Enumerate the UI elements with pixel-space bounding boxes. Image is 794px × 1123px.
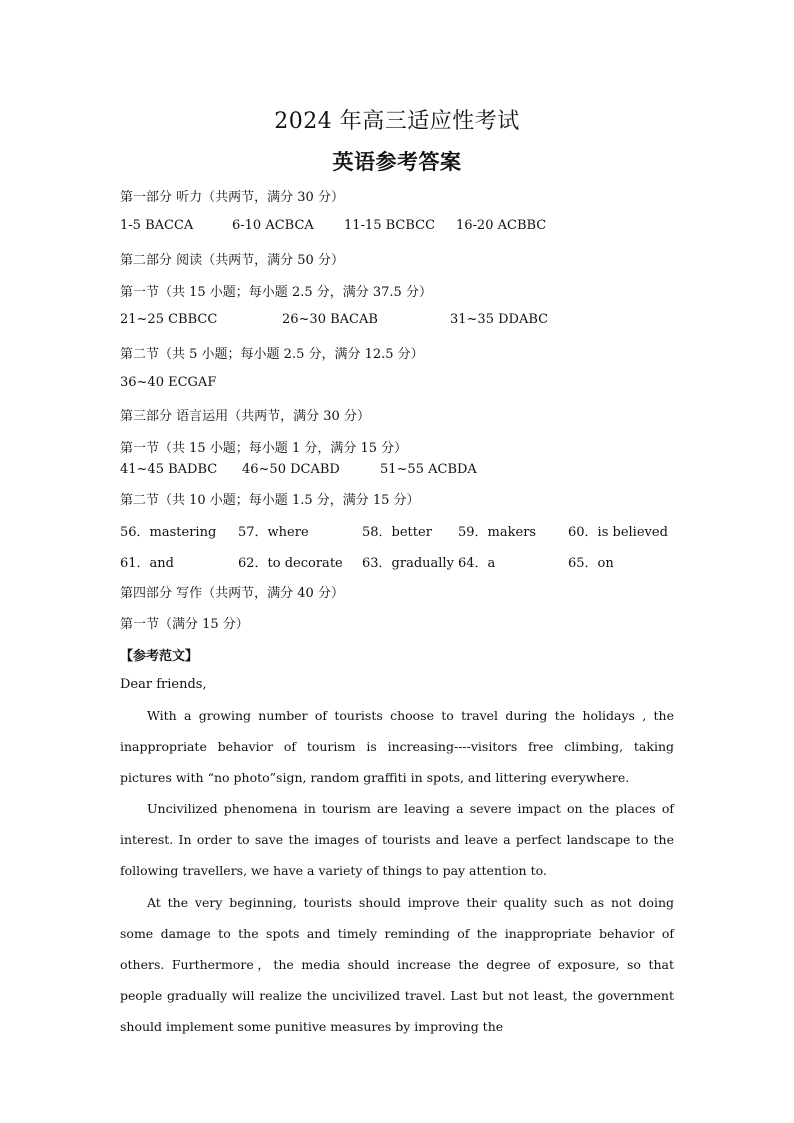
answer-group: 1-5 BACCA — [120, 218, 194, 233]
part2-section1-heading: 第一节（共 15 小题；每小题 2.5 分，满分 37.5 分） — [120, 285, 432, 300]
answer-item: 64．a — [458, 556, 496, 571]
answer-group: 46~50 DCABD — [242, 462, 340, 477]
answer-item: 63．gradually — [362, 556, 454, 571]
answer-item: 61．and — [120, 556, 174, 571]
part2-section2-heading: 第二节（共 5 小题；每小题 2.5 分，满分 12.5 分） — [120, 347, 424, 362]
answer-item: 59．makers — [458, 525, 537, 540]
essay-paragraph-text: With a growing number of tourists choose to travel during the holidays , the inappropriate behavior of tourism is increasing----visitors free climbing, taking pictures with “no photo”sign, random graffiti in spots, and littering everywhere. — [120, 708, 674, 785]
answer-group: 11-15 BCBCC — [344, 218, 436, 233]
essay-paragraph-text: Uncivilized phenomena in tourism are leaving a severe impact on the places of interest. In order to save the images of tourists and leave a perfect landscape to the following travellers, we have a variety of things to pay attention to. — [120, 801, 674, 878]
part4-heading: 第四部分 写作（共两节，满分 40 分） — [120, 586, 344, 601]
answer-item: 57．where — [238, 525, 309, 540]
answer-group: 26~30 BACAB — [282, 312, 378, 327]
answer-item: 58．better — [362, 525, 432, 540]
answer-group: 31~35 DDABC — [450, 312, 549, 327]
part1-heading: 第一部分 听力（共两节，满分 30 分） — [120, 190, 344, 205]
essay-paragraph-text: At the very beginning, tourists should improve their quality such as not doing some damage to the spots and timely reminding of the inappropriate behavior of others. Furthermore，the media should increase the degree of exposure, so that people gradually will realize the uncivilized travel. Last but not least, the government should implement some punitive measures by improving the — [120, 895, 674, 1034]
answer-item: 62．to decorate — [238, 556, 343, 571]
answer-group: 41~45 BADBC — [120, 462, 218, 477]
part3-section2-heading: 第二节（共 10 小题；每小题 1.5 分，满分 15 分） — [120, 493, 420, 508]
answer-item: 65．on — [568, 556, 614, 571]
part2-heading: 第二部分 阅读（共两节，满分 50 分） — [120, 253, 344, 268]
part3-section1-heading: 第一节（共 15 小题；每小题 1 分，满分 15 分） — [120, 441, 408, 456]
answer-group: 6-10 ACBCA — [232, 218, 314, 233]
answer-group: 51~55 ACBDA — [380, 462, 477, 477]
essay-paragraph — [120, 700, 674, 793]
essay-paragraph — [120, 793, 674, 886]
answer-item: 56．mastering — [120, 525, 217, 540]
answer-item: 60．is believed — [568, 525, 668, 540]
document-subtitle: 英语参考答案 — [332, 149, 462, 174]
answer-group: 21~25 CBBCC — [120, 312, 218, 327]
part3-heading: 第三部分 语言运用（共两节，满分 30 分） — [120, 409, 370, 424]
essay-paragraph — [120, 887, 674, 1042]
answer-group: 36~40 ECGAF — [120, 375, 217, 390]
part4-section1-heading: 第一节（满分 15 分） — [120, 617, 249, 632]
answer-group: 16-20 ACBBC — [456, 218, 547, 233]
sample-essay-label: 【参考范文】 — [120, 649, 199, 664]
document-title: 2024 年高三适应性考试 — [274, 109, 520, 134]
essay-greeting: Dear friends, — [120, 677, 207, 692]
